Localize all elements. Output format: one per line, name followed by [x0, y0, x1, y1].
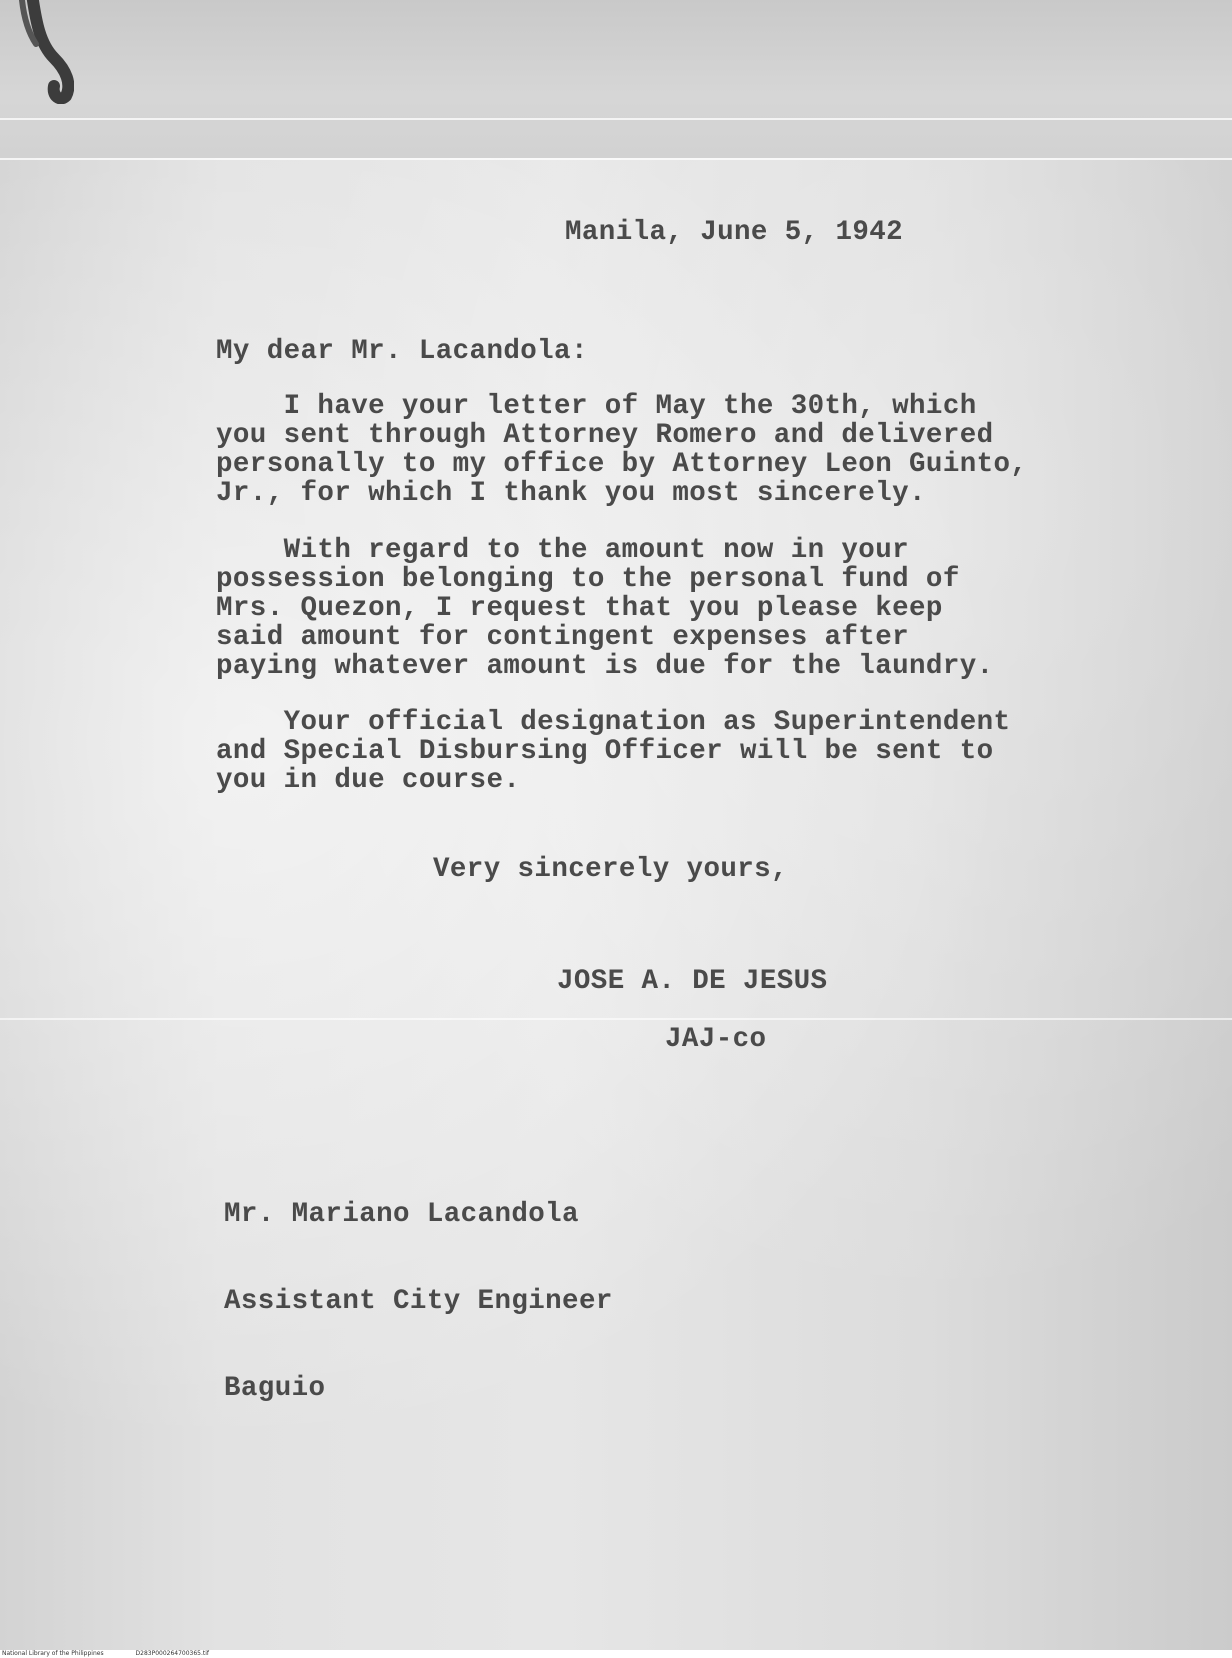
reference-initials: JAJ-co — [665, 1024, 767, 1055]
addressee-title: Assistant City Engineer — [224, 1286, 613, 1317]
footer-filename: D283P000264700365.tif — [135, 1650, 210, 1657]
footer-source: National Library of the Philippines — [2, 1650, 104, 1657]
body-paragraph-1: I have your letter of May the 30th, which you sent through Attorney Romero and delivered personally to my office by Attorney Leon Guinto, Jr., for which I thank you most sincerely. — [216, 391, 1028, 509]
addressee-city: Baguio — [224, 1373, 326, 1404]
addressee-name: Mr. Mariano Lacandola — [224, 1199, 579, 1230]
top-margin-band — [0, 0, 1232, 158]
fold-line — [0, 118, 1232, 120]
fold-line — [0, 1018, 1232, 1020]
dateline: Manila, June 5, 1942 — [565, 217, 904, 248]
addressee-block — [224, 1142, 613, 1461]
body-paragraph-2: With regard to the amount now in your possession belonging to the personal fund of Mrs. Quezon, I request that you please keep said amount for contingent expenses after paying whatever amount is due for the laundry. — [216, 535, 994, 682]
salutation: My dear Mr. Lacandola: — [216, 336, 588, 367]
complimentary-closing: Very sincerely yours, — [433, 854, 788, 885]
paper-clip-mark — [14, 0, 74, 104]
signature-name: JOSE A. DE JESUS — [557, 966, 828, 997]
scan-footer — [0, 1650, 1232, 1658]
fold-line — [0, 158, 1232, 160]
body-paragraph-3: Your official designation as Superintendent and Special Disbursing Officer will be sent to you in due course. — [216, 707, 1011, 796]
